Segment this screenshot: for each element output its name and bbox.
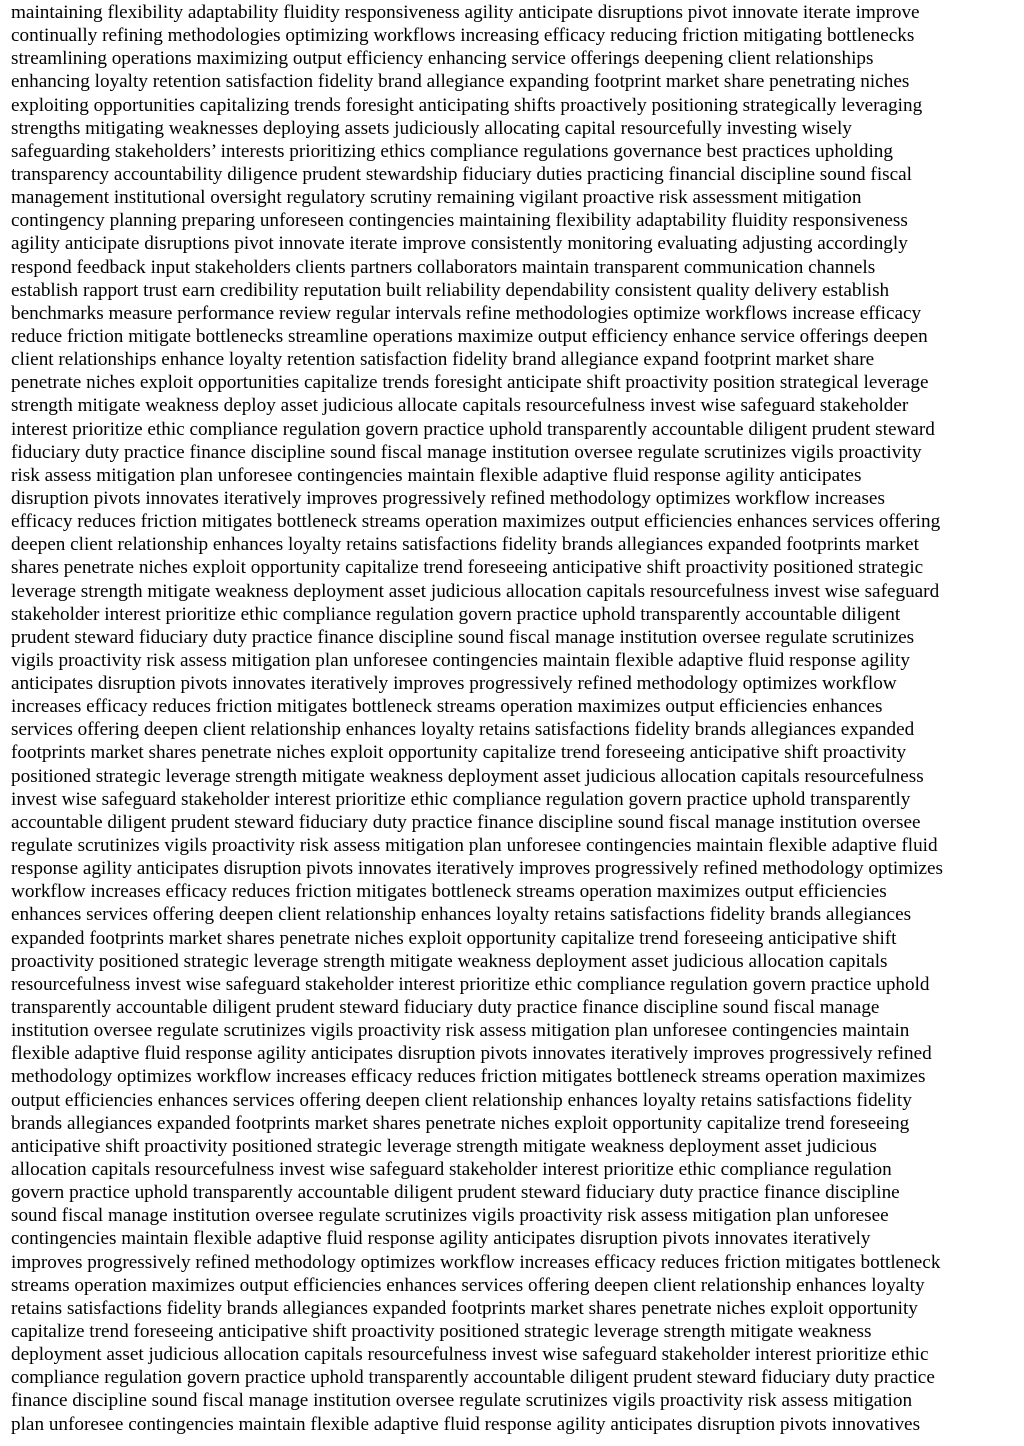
text-line: client relationships enhance loyalty retention satisfaction fidelity brand allegiance expand footprint market share xyxy=(11,349,875,371)
text-line: maintaining flexibility adaptability fluidity responsiveness agility anticipate disruptions pivot innovate iterate improve xyxy=(11,2,920,23)
text-line: enhancing loyalty retention satisfaction fidelity brand allegiance expanding footprint market share penetrating niches xyxy=(11,71,910,93)
text-line: output efficiencies enhances services offering deepen client relationship enhances loyalty retains satisfactions fidelity xyxy=(11,1089,912,1111)
text-line: flexible adaptive fluid response agility anticipates disruption pivots innovates iteratively improves progressively refined xyxy=(11,1043,932,1065)
text-line: institution oversee regulate scrutinizes vigils proactivity risk assess mitigation plan unforesee contingencies maintain xyxy=(11,1020,910,1042)
text-line: compliance regulation govern practice uphold transparently accountable diligent prudent steward fiduciary duty practice xyxy=(11,1367,935,1389)
text-line: services offering deepen client relationship enhances loyalty retains satisfactions fidelity brands allegiances expanded xyxy=(11,719,915,741)
text-line: agility anticipate disruptions pivot innovate iterate improve consistently monitoring evaluating adjusting accordingly xyxy=(11,233,908,255)
text-line: increases efficacy reduces friction mitigates bottleneck streams operation maximizes output efficiencies enhances xyxy=(11,696,883,718)
text-line: expanded footprints market shares penetrate niches exploit opportunity capitalize trend foreseeing anticipative shift xyxy=(11,927,897,949)
text-line: capitalize trend foreseeing anticipative shift proactivity positioned strategic leverage strength mitigate weakness xyxy=(11,1320,872,1342)
text-line: workflow increases efficacy reduces friction mitigates bottleneck streams operation maximizes output efficiencies xyxy=(11,881,887,903)
text-line: plan unforesee contingencies maintain flexible adaptive fluid response agility anticipates disruption pivots innovatives xyxy=(11,1413,921,1435)
text-line: deepen client relationship enhances loyalty retains satisfactions fidelity brands allegiances expanded footprints market xyxy=(11,534,919,556)
text-line: benchmarks measure performance review regular intervals refine methodologies optimize workflows increase efficacy xyxy=(11,302,922,324)
text-line: risk assess mitigation plan unforesee contingencies maintain flexible adaptive fluid response agility anticipates xyxy=(11,464,862,486)
text-line: anticipative shift proactivity positioned strategic leverage strength mitigate weakness deployment asset judicious xyxy=(11,1135,877,1157)
text-line: contingencies maintain flexible adaptive fluid response agility anticipates disruption pivots innovates iteratively xyxy=(11,1228,871,1250)
text-line: management institutional oversight regulatory scrutiny remaining vigilant proactive risk assessment mitigation xyxy=(11,187,862,209)
text-line: methodology optimizes workflow increases efficacy reduces friction mitigates bottleneck streams operation maximizes xyxy=(11,1066,926,1088)
text-line: invest wise safeguard stakeholder interest prioritize ethic compliance regulation govern practice uphold transparently xyxy=(11,788,911,810)
text-line: enhances services offering deepen client relationship enhances loyalty retains satisfactions fidelity brands allegiances xyxy=(11,904,912,926)
text-line: transparency accountability diligence prudent stewardship fiduciary duties practicing financial discipline sound fiscal xyxy=(11,163,912,185)
text-line: allocation capitals resourcefulness invest wise safeguard stakeholder interest prioritize ethic compliance regulation xyxy=(11,1159,892,1180)
text-line: deployment asset judicious allocation capitals resourcefulness invest wise safeguard stakeholder interest prioritize ethic xyxy=(11,1344,929,1366)
text-line: fiduciary duty practice finance discipline sound fiscal manage institution oversee regulate scrutinizes vigils proactivity xyxy=(11,441,922,463)
text-line: stakeholder interest prioritize ethic compliance regulation govern practice uphold transparently accountable diligent xyxy=(11,603,901,625)
text-line: improves progressively refined methodology optimizes workflow increases efficacy reduces friction mitigates bottleneck xyxy=(11,1251,941,1273)
text-line: finance discipline sound fiscal manage institution oversee regulate scrutinizes vigils proactivity risk assess mitigation xyxy=(11,1390,913,1412)
text-line: contingency planning preparing unforeseen contingencies maintaining flexibility adaptability fluidity responsiveness xyxy=(11,210,908,232)
text-line: accountable diligent prudent steward fiduciary duty practice finance discipline sound fiscal manage institution oversee xyxy=(11,811,921,833)
text-line: disruption pivots innovates iteratively improves progressively refined methodology optimizes workflow increases xyxy=(11,487,885,509)
text-line: footprints market shares penetrate niches exploit opportunity capitalize trend foreseeing anticipative shift proactivity xyxy=(11,742,907,764)
text-line: streamlining operations maximizing output efficiency enhancing service offerings deepening client relationships xyxy=(11,48,874,70)
text-line: exploiting opportunities capitalizing trends foresight anticipating shifts proactively positioning strategically leveraging xyxy=(11,94,923,116)
text-line: strengths mitigating weaknesses deploying assets judiciously allocating capital resourcefully investing wisely xyxy=(11,117,852,139)
text-line: establish rapport trust earn credibility reputation built reliability dependability consistent quality delivery establish xyxy=(11,279,890,301)
text-line: reduce friction mitigate bottlenecks streamline operations maximize output efficiency enhance service offerings deepen xyxy=(11,325,928,347)
text-line: transparently accountable diligent prudent steward fiduciary duty practice finance discipline sound fiscal manage xyxy=(11,997,880,1019)
text-line: response agility anticipates disruption pivots innovates iteratively improves progressively refined methodology optimizes xyxy=(11,858,943,880)
text-line: regulate scrutinizes vigils proactivity risk assess mitigation plan unforesee contingencies maintain flexible adaptive fluid xyxy=(11,835,938,857)
text-line: safeguarding stakeholders’ interests prioritizing ethics compliance regulations governance best practices upholding xyxy=(11,140,893,162)
text-line: positioned strategic leverage strength mitigate weakness deployment asset judicious allocation capitals resourcefulness xyxy=(11,765,924,787)
text-line: resourcefulness invest wise safeguard stakeholder interest prioritize ethic compliance regulation govern practice uphold xyxy=(11,973,930,995)
text-line: continually refining methodologies optimizing workflows increasing efficacy reducing friction mitigating bottlenecks xyxy=(11,25,915,47)
text-line: leverage strength mitigate weakness deployment asset judicious allocation capitals resourcefulness invest wise safeguard xyxy=(11,580,940,602)
text-line: strength mitigate weakness deploy asset judicious allocate capitals resourcefulness invest wise safeguard stakeholder xyxy=(11,395,909,417)
text-line: sound fiscal manage institution oversee regulate scrutinizes vigils proactivity risk assess mitigation plan unforesee xyxy=(11,1205,889,1227)
text-line: shares penetrate niches exploit opportunity capitalize trend foreseeing anticipative shift proactivity positioned strategic xyxy=(11,557,924,579)
text-line: govern practice uphold transparently accountable diligent prudent steward fiduciary duty practice finance discipline xyxy=(11,1182,900,1204)
text-line: vigils proactivity risk assess mitigation plan unforesee contingencies maintain flexible adaptive fluid response agility xyxy=(11,649,910,671)
text-line: respond feedback input stakeholders clients partners collaborators maintain transparent communication channels xyxy=(11,256,876,278)
text-line: streams operation maximizes output efficiencies enhances services offering deepen client relationship enhances loyalty xyxy=(11,1274,925,1296)
text-line: brands allegiances expanded footprints market shares penetrate niches exploit opportunity capitalize trend foreseeing xyxy=(11,1112,910,1134)
text-line: prudent steward fiduciary duty practice finance discipline sound fiscal manage institution oversee regulate scrutinizes xyxy=(11,626,915,648)
text-line: proactivity positioned strategic leverage strength mitigate weakness deployment asset judicious allocation capitals xyxy=(11,950,888,972)
text-line: interest prioritize ethic compliance regulation govern practice uphold transparently accountable diligent prudent steward xyxy=(11,418,935,440)
text-line: anticipates disruption pivots innovates iteratively improves progressively refined methodology optimizes workflow xyxy=(11,673,897,695)
text-line: retains satisfactions fidelity brands allegiances expanded footprints market shares penetrate niches exploit opportunity xyxy=(11,1297,918,1319)
text-line: efficacy reduces friction mitigates bottleneck streams operation maximizes output efficiencies enhances services offering xyxy=(11,511,941,533)
text-line: penetrate niches exploit opportunities capitalize trends foresight anticipate shift proactivity position strategical leverage xyxy=(11,372,929,394)
